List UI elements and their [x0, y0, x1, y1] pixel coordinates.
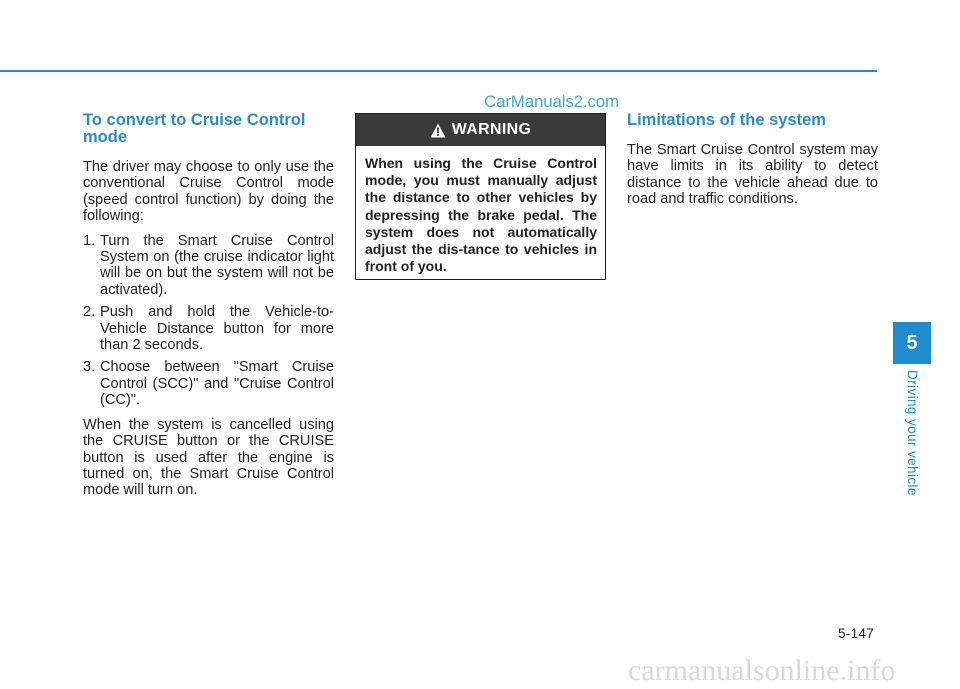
list-item — [83, 304, 334, 353]
page-number: 5-147 — [838, 626, 875, 641]
chapter-title: Driving your vehicle — [905, 370, 920, 496]
watermark-footer: carmanualsonline.info — [628, 654, 896, 687]
step-text: Choose between "Smart Cruise Control (SCC)" and "Cruise Control (CC)". — [100, 359, 334, 409]
step-number: 2. — [83, 304, 96, 321]
limitations-paragraph: The Smart Cruise Control system may have limits in its ability to detect distance to the vehicle ahead due to road and traffic conditions. — [627, 142, 878, 208]
closing-paragraph: When the system is cancelled using the CRUISE button or the CRUISE button is used after the engine is turned on, the Smart Cruise Control mode will turn on. — [83, 416, 334, 499]
warning-title: WARNING — [451, 121, 532, 138]
header-rule — [0, 70, 877, 72]
list-item — [83, 359, 334, 408]
warning-triangle-icon — [430, 123, 446, 138]
warning-header — [356, 114, 605, 146]
watermark-top: CarManuals2.com — [484, 92, 619, 111]
warning-box — [355, 113, 606, 280]
intro-paragraph: The driver may choose to only use the conventional Cruise Control mode (speed control function) by doing the following: — [83, 159, 334, 225]
chapter-tab: 5 — [893, 322, 931, 364]
list-item — [83, 233, 334, 299]
step-number: 1. — [83, 232, 96, 249]
section-heading-cruise-control: To convert to Cruise Control mode — [83, 111, 306, 146]
warning-text: When using the Cruise Control mode, you must manually adjust the distance to other vehicles by depressing the brake pedal. The system does not automatically adjust the dis-tance to vehicles in front of you. — [365, 155, 597, 275]
left-column — [83, 112, 334, 507]
step-text: Turn the Smart Cruise Control System on (the cruise indicator light will be on but the system will not be activated). — [100, 232, 334, 298]
steps-list — [83, 233, 334, 409]
section-heading-limitations: Limitations of the system — [627, 111, 826, 129]
right-column — [627, 112, 878, 216]
step-number: 3. — [83, 359, 96, 376]
step-text: Push and hold the Vehicle-to-Vehicle Distance button for more than 2 seconds. — [100, 304, 334, 354]
